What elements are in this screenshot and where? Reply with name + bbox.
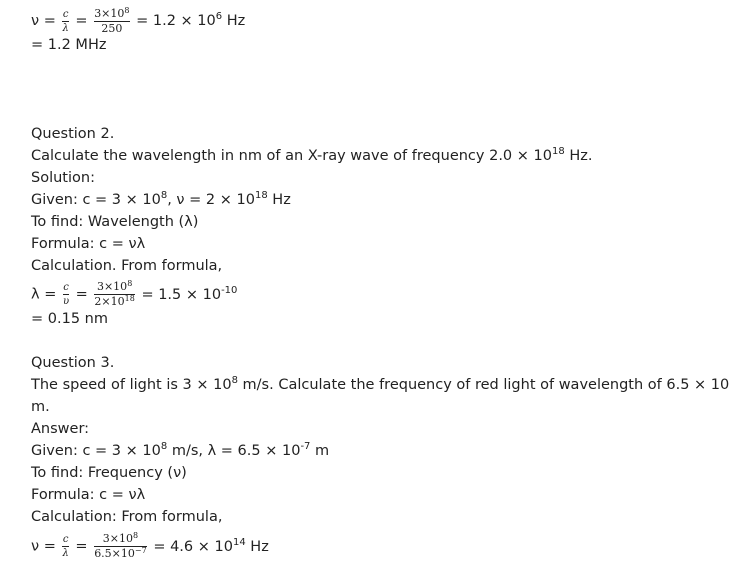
fraction-denominator: υ — [62, 296, 70, 307]
question-3-text-continuation: m. — [31, 399, 50, 415]
eq-equals: = — [75, 13, 88, 29]
fraction-numerator: $3\times 10^8$ — [102, 531, 139, 545]
fraction-numerator: $3\times 10^8$ — [96, 279, 133, 293]
to-find-line: To find: Frequency (ν) — [31, 465, 187, 481]
fraction-numerator: c — [62, 8, 69, 20]
fraction-c-over-v — [63, 282, 69, 307]
fraction-bar — [62, 21, 68, 22]
fraction-numerator: c — [63, 282, 69, 293]
eq-lhs: λ = — [31, 286, 57, 303]
fraction-numeric — [94, 8, 129, 34]
formula-line: Formula: c = νλ — [31, 487, 146, 503]
fraction-numerator: $3\times 10^8$ — [94, 6, 130, 20]
given-line: Given: $c = 3 \times 10^8$ m/s, $\lambda = 6.5 \times 10^{-7}$ m — [31, 441, 330, 459]
answer-label: Answer: — [31, 421, 90, 437]
fraction-denominator: $6.5\times 10^{-7}$ — [94, 546, 147, 560]
equation-frequency-1 — [31, 8, 245, 34]
fraction-denominator: λ — [62, 548, 69, 559]
fraction-numeric — [94, 281, 134, 308]
fraction-bar — [62, 546, 68, 547]
eq-equals: = — [75, 538, 88, 555]
question-3-title: Question 3. — [31, 355, 115, 371]
fraction-c-over-lambda — [62, 534, 68, 559]
fraction-denominator: 250 — [101, 22, 123, 35]
fraction-denominator: λ — [62, 22, 69, 34]
fraction-numeric — [94, 533, 147, 560]
eq-rhs: = $1.5 \times 10^{-10}$ — [141, 284, 238, 303]
equation-wavelength — [31, 281, 237, 308]
given-line: Given: $c = 3 \times 10^8$, $\nu = 2 \times 10^{18}$ Hz — [31, 190, 291, 208]
question-3-text: The speed of light is $3 \times 10^8$ m/s. Calculate the frequency of red light of wavelength of 6.5 × 10 — [31, 375, 729, 393]
question-2-text: Calculate the wavelength in nm of an X-ray wave of frequency $2.0 \times 10^{18}$ Hz. — [31, 146, 593, 164]
eq-equals: = — [75, 286, 88, 303]
equation-frequency-2 — [31, 533, 269, 560]
fraction-bar — [63, 294, 69, 295]
fraction-numerator: c — [62, 534, 69, 545]
question-2-title: Question 2. — [31, 126, 115, 142]
calculation-line: Calculation: From formula, — [31, 509, 223, 525]
calculation-line: Calculation. From formula, — [31, 258, 223, 274]
solution-label: Solution: — [31, 170, 95, 186]
eq-lhs: ν = — [31, 13, 56, 29]
eq-rhs: = $4.6 \times 10^{14}$ Hz — [153, 536, 269, 555]
result-line: = 0.15 nm — [31, 311, 108, 327]
fraction-denominator: $2\times 10^{18}$ — [94, 294, 135, 308]
result-line: = 1.2 MHz — [31, 37, 107, 53]
fraction-c-over-lambda — [62, 9, 68, 34]
eq-lhs: ν = — [31, 538, 56, 555]
eq-rhs: = $1.2 \times 10^6$ Hz — [136, 11, 246, 29]
to-find-line: To find: Wavelength (λ) — [31, 214, 199, 230]
formula-line: Formula: c = νλ — [31, 236, 146, 252]
